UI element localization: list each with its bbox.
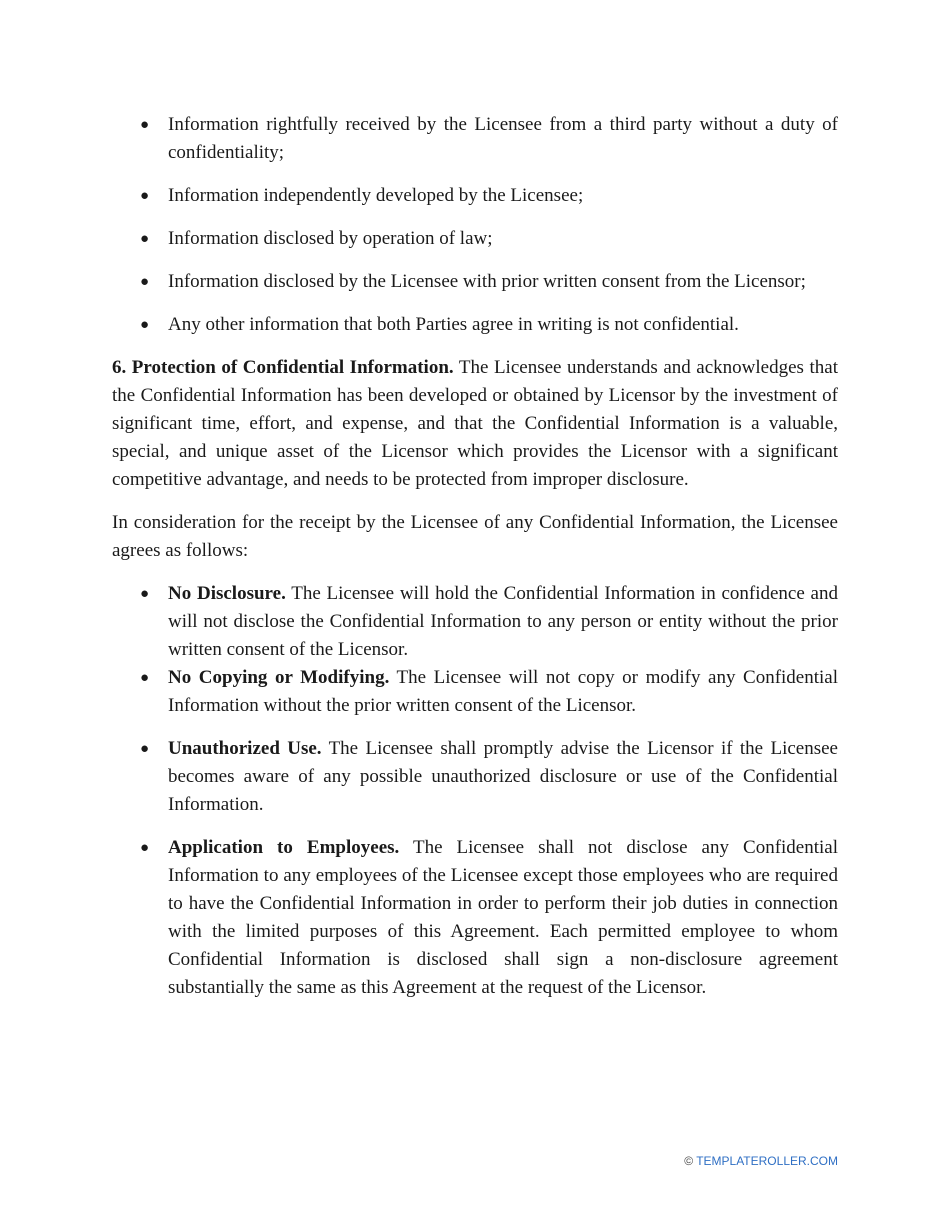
item-title: Unauthorized Use.	[168, 738, 322, 759]
bullet-icon: ●	[140, 231, 150, 247]
list-item-text: Information disclosed by the Licensee with prior written consent from the Licensor;	[168, 271, 806, 292]
document-page	[112, 111, 838, 1017]
bullet-icon: ●	[140, 117, 150, 133]
bullet-icon: ●	[140, 586, 150, 602]
list-item-text: Information disclosed by operation of law;	[168, 228, 493, 249]
list-item-text: Information rightfully received by the Licensee from a third party without a duty of confidentiality;	[168, 114, 838, 163]
item-title: Application to Employees.	[168, 837, 400, 858]
list-item	[112, 664, 838, 720]
list-item	[112, 111, 838, 167]
list-item	[112, 311, 838, 339]
bullet-icon: ●	[140, 317, 150, 333]
item-title: No Copying or Modifying.	[168, 667, 390, 688]
item-text: The Licensee will not copy or modify any Confidential Information without the prior written consent of the Licensor.	[168, 667, 838, 716]
bullet-icon: ●	[140, 670, 150, 686]
copyright-icon: ©	[684, 1154, 694, 1168]
obligations-list	[112, 580, 838, 1002]
section-body: The Licensee understands and acknowledges that the Confidential Information has been developed or obtained by Licensor by the investment of significant time, effort, and expense, and that the Confidential Information is a valuable, special, and unique asset of the Licensor which provides the Licensor with a significant competitive advantage, and needs to be protected from improper disclosure.	[112, 357, 838, 490]
item-text: The Licensee shall promptly advise the Licensor if the Licensee becomes aware of any possible unauthorized disclosure or use of the Confidential Information.	[168, 738, 838, 815]
bullet-icon: ●	[140, 741, 150, 757]
section-heading: 6. Protection of Confidential Information.	[112, 357, 454, 378]
list-item	[112, 225, 838, 253]
item-text: The Licensee will hold the Confidential Information in confidence and will not disclose the Confidential Information to any person or entity without the prior written consent of the Licensor.	[168, 583, 838, 660]
list-item-text: Any other information that both Parties agree in writing is not confidential.	[168, 314, 739, 335]
bullet-icon: ●	[140, 188, 150, 204]
consideration-paragraph: In consideration for the receipt by the Licensee of any Confidential Information, the Licensee agrees as follows:	[112, 512, 838, 561]
list-item	[112, 182, 838, 210]
bullet-icon: ●	[140, 274, 150, 290]
list-item	[112, 268, 838, 296]
exclusions-list	[112, 111, 838, 339]
list-item	[112, 735, 838, 819]
item-text: The Licensee shall not disclose any Confidential Information to any employees of the Licensee except those employees who are required to have the Confidential Information in order to perform their job duties in connection with the limited purposes of this Agreement. Each permitted employee to whom Confidential Information is disclosed shall sign a non-disclosure agreement substantially the same as this Agreement at the request of the Licensor.	[168, 837, 839, 998]
item-title: No Disclosure.	[168, 583, 286, 604]
list-item-text: Information independently developed by the Licensee;	[168, 185, 584, 206]
list-item	[112, 834, 838, 1002]
bullet-icon: ●	[140, 840, 150, 856]
list-item	[112, 580, 838, 664]
section-6-paragraph	[112, 354, 838, 494]
footer	[684, 1154, 838, 1168]
templateroller-link[interactable]: TEMPLATEROLLER.COM	[696, 1154, 838, 1168]
